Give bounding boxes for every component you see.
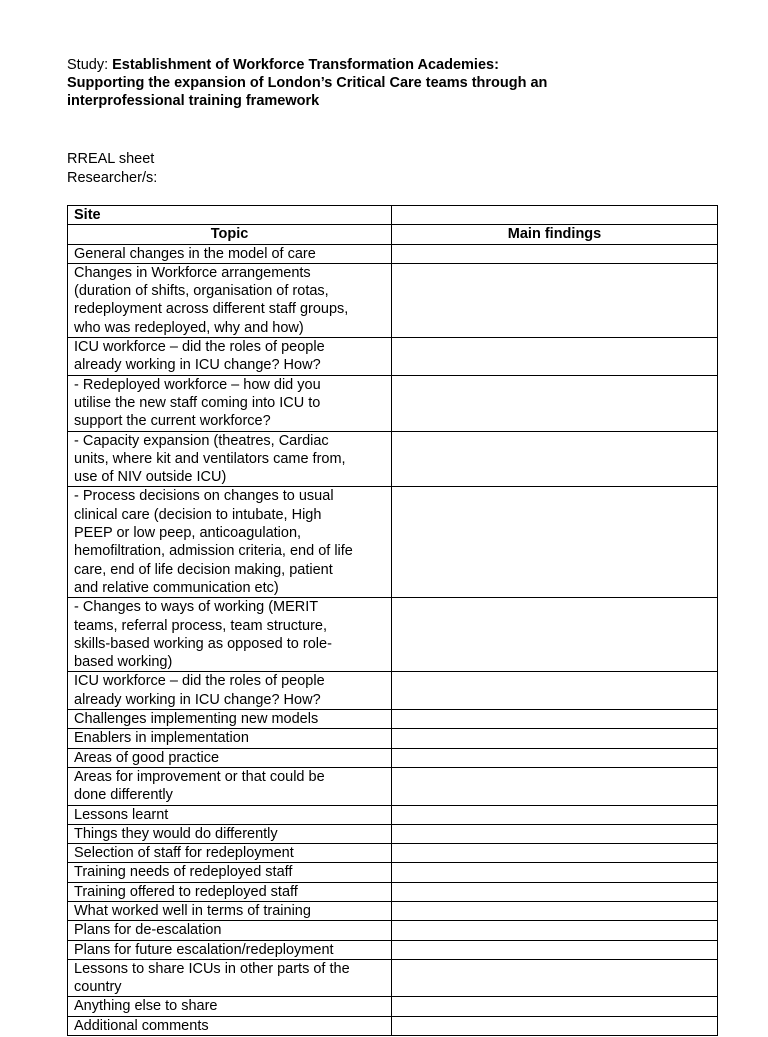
table-row xyxy=(68,672,718,710)
topic-text: Selection of staff for redeployment xyxy=(74,845,294,862)
topic-text: Areas of good practice xyxy=(74,749,220,766)
topic-cell xyxy=(68,244,392,263)
topic-cell xyxy=(68,1016,392,1035)
study-label: Study: xyxy=(67,57,113,73)
table-row xyxy=(68,997,718,1016)
table-row xyxy=(68,901,718,920)
table-row xyxy=(68,959,718,997)
topic-text: Plans for future escalation/redeployment xyxy=(74,941,334,958)
table-row xyxy=(68,244,718,263)
topic-text: - Capacity expansion (theatres, Cardiac units, where kit and ventilators came from, use of NIV outside ICU) xyxy=(74,432,346,486)
finding-cell[interactable] xyxy=(392,338,718,376)
finding-cell[interactable] xyxy=(392,487,718,598)
column-header-topic: Topic xyxy=(68,225,392,244)
finding-cell[interactable] xyxy=(392,901,718,920)
finding-cell[interactable] xyxy=(392,244,718,263)
finding-cell[interactable] xyxy=(392,805,718,824)
table-row xyxy=(68,710,718,729)
site-label: Site xyxy=(68,206,392,225)
topic-text: General changes in the model of care xyxy=(74,245,316,262)
table-row xyxy=(68,338,718,376)
finding-cell[interactable] xyxy=(392,767,718,805)
topic-cell xyxy=(68,729,392,748)
topic-text: Changes in Workforce arrangements (duration of shifts, organisation of rotas, redeployment across different staff groups, who was redeployed, why and how) xyxy=(74,264,349,336)
finding-cell[interactable] xyxy=(392,672,718,710)
finding-cell[interactable] xyxy=(392,1016,718,1035)
finding-cell[interactable] xyxy=(392,940,718,959)
table-row xyxy=(68,824,718,843)
topic-text: Plans for de-escalation xyxy=(74,922,222,939)
table-row xyxy=(68,598,718,672)
finding-cell[interactable] xyxy=(392,431,718,487)
site-row xyxy=(68,206,718,225)
topic-cell xyxy=(68,997,392,1016)
topic-cell xyxy=(68,844,392,863)
topic-cell xyxy=(68,748,392,767)
topic-text: Lessons to share ICUs in other parts of the country xyxy=(74,960,350,996)
topic-text: Training needs of redeployed staff xyxy=(74,864,293,881)
findings-table xyxy=(67,205,718,1036)
topic-cell xyxy=(68,598,392,672)
topic-text: Challenges implementing new models xyxy=(74,711,319,728)
study-title-line-2: Supporting the expansion of London’s Critical Care teams through an xyxy=(67,75,548,91)
topic-cell xyxy=(68,767,392,805)
sheet-name: RREAL sheet xyxy=(67,151,155,167)
finding-cell[interactable] xyxy=(392,921,718,940)
topic-cell xyxy=(68,940,392,959)
topic-cell xyxy=(68,901,392,920)
topic-cell xyxy=(68,863,392,882)
topic-text: Things they would do differently xyxy=(74,825,278,842)
finding-cell[interactable] xyxy=(392,997,718,1016)
topic-text: ICU workforce – did the roles of people already working in ICU change? How? xyxy=(74,673,325,708)
finding-cell[interactable] xyxy=(392,863,718,882)
topic-text: - Redeployed workforce – how did you utilise the new staff coming into ICU to support the current workforce? xyxy=(74,376,321,430)
study-heading xyxy=(67,56,707,110)
table-row xyxy=(68,1016,718,1035)
sheet-meta xyxy=(67,150,157,187)
topic-text: Areas for improvement or that could be done differently xyxy=(74,768,325,804)
finding-cell[interactable] xyxy=(392,882,718,901)
topic-text: What worked well in terms of training xyxy=(74,902,311,919)
topic-cell xyxy=(68,487,392,598)
site-value-cell[interactable] xyxy=(392,206,718,225)
topic-text: Training offered to redeployed staff xyxy=(74,883,298,900)
study-title-line-1: Establishment of Workforce Transformation Academies: xyxy=(112,57,499,73)
finding-cell[interactable] xyxy=(392,844,718,863)
topic-text: - Process decisions on changes to usual clinical care (decision to intubate, High PEEP or low peep, anticoagulation, hemofiltration, admission criteria, end of life care, end of life decision making, patient and relative communication etc) xyxy=(74,488,353,596)
topic-cell xyxy=(68,882,392,901)
table-row xyxy=(68,940,718,959)
topic-text: Anything else to share xyxy=(74,998,218,1015)
topic-cell xyxy=(68,672,392,710)
table-row xyxy=(68,767,718,805)
finding-cell[interactable] xyxy=(392,824,718,843)
researchers-label: Researcher/s: xyxy=(67,169,158,186)
finding-cell[interactable] xyxy=(392,729,718,748)
table-row xyxy=(68,921,718,940)
topic-text: Enablers in implementation xyxy=(74,730,249,747)
table-row xyxy=(68,263,718,337)
topic-cell xyxy=(68,375,392,431)
topic-cell xyxy=(68,805,392,824)
topic-text: ICU workforce – did the roles of people already working in ICU change? How? xyxy=(74,339,325,374)
table-row xyxy=(68,487,718,598)
table-row xyxy=(68,882,718,901)
table-row xyxy=(68,748,718,767)
table-row xyxy=(68,863,718,882)
table-row xyxy=(68,844,718,863)
table-row xyxy=(68,729,718,748)
topic-text: - Changes to ways of working (MERIT teams, referral process, team structure, skills-based working as opposed to role- based working) xyxy=(74,599,332,671)
table-row xyxy=(68,431,718,487)
study-title-line-3: interprofessional training framework xyxy=(67,93,320,109)
topic-cell xyxy=(68,263,392,337)
topic-cell xyxy=(68,431,392,487)
header-row xyxy=(68,225,718,244)
topic-text: Lessons learnt xyxy=(74,806,169,823)
finding-cell[interactable] xyxy=(392,748,718,767)
topic-cell xyxy=(68,824,392,843)
topic-cell xyxy=(68,921,392,940)
finding-cell[interactable] xyxy=(392,375,718,431)
topic-text: Additional comments xyxy=(74,1017,209,1034)
column-header-main-findings: Main findings xyxy=(392,225,718,244)
topic-cell xyxy=(68,710,392,729)
topic-cell xyxy=(68,338,392,376)
table-row xyxy=(68,805,718,824)
finding-cell[interactable] xyxy=(392,710,718,729)
finding-cell[interactable] xyxy=(392,598,718,672)
table-row xyxy=(68,375,718,431)
topic-cell xyxy=(68,959,392,997)
finding-cell[interactable] xyxy=(392,959,718,997)
finding-cell[interactable] xyxy=(392,263,718,337)
